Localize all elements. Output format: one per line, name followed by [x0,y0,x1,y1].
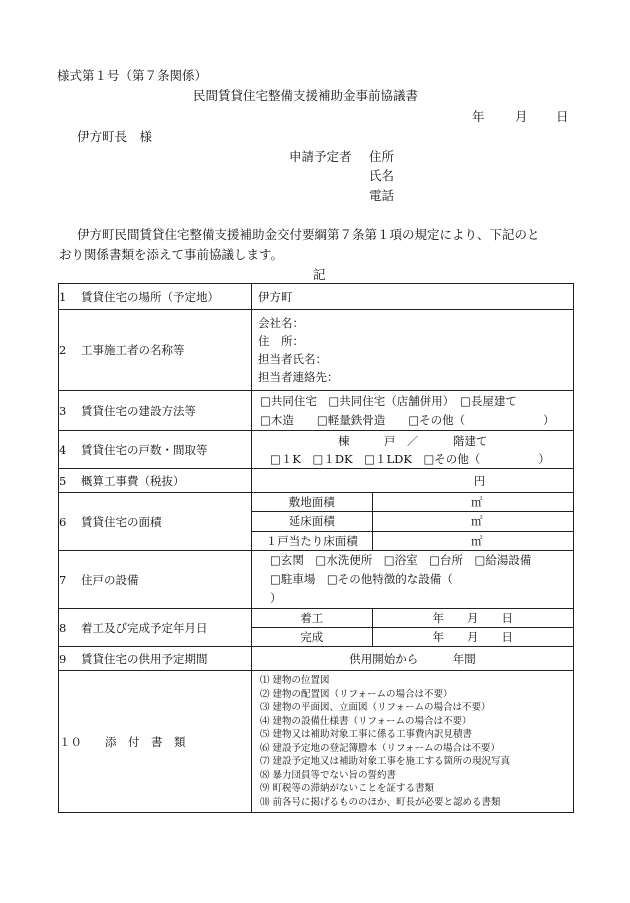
row-label: 3 賃貸住宅の建設方法等 [59,391,252,431]
area-subtable [252,493,574,551]
start-date: 年 月 日 [372,609,573,628]
row-label: 7 住戸の設備 [59,551,252,609]
list-item: ⑽ 前各号に掲げるもののほか、町長が必要と認める書類 [260,796,501,808]
phone-label: 電話 [369,188,395,203]
completion-label: 完成 [252,628,372,647]
construction-method-options [252,391,574,431]
table-row [59,391,574,431]
name-label: 氏名 [369,168,395,183]
schedule-subtable [252,609,574,647]
applicant-label: 申請予定者 [289,149,352,164]
form-number: 様式第１号（第７条関係） [57,68,208,83]
addressee: 伊方町長 様 [77,129,153,144]
contact-person-field: 担当者氏名： [258,352,327,366]
location-value: 伊方町 [252,284,574,310]
cost-unit: 円 [252,469,574,493]
unit-floor-area-unit: ㎡ [471,533,483,548]
list-item: ⑴ 建物の位置図 [260,675,330,686]
floor-area-unit: ㎡ [372,512,573,531]
table-row [59,551,574,609]
row-label: １０ 添 付 書 類 [59,671,252,813]
facility-options-line-1: □玄関 □水洗便所 □浴室 □台所 □給湯設備 [270,553,532,567]
contact-info-field: 担当者連絡先： [258,370,339,384]
row-label: 6 賃貸住宅の面積 [59,493,252,551]
table-row [59,493,574,551]
structure-options: □木造 □軽量鉄骨造 □その他（ ） [260,412,555,427]
table-row [59,431,574,469]
unit-floor-area-label: １戸当たり床面積 [252,531,372,550]
row-label: 9 賃貸住宅の供用予定期間 [59,647,252,671]
date-day-label: 日 [556,109,569,124]
site-area-label: 敷地面積 [252,493,372,512]
date-month-label: 月 [515,109,528,124]
application-form-table [58,283,574,813]
attachments-list [252,671,574,813]
table-row [59,284,574,310]
building-type-options: □共同住宅 □共同住宅（店舗併用） □長屋建て [260,393,517,408]
start-label: 着工 [252,609,372,628]
row-label: 5 概算工事費（税抜） [59,469,252,493]
table-row [59,647,574,671]
date-year-label: 年 [472,109,485,124]
ki-heading: 記 [313,267,326,282]
building-count-line: 棟 戸 ／ 階建て [338,433,488,448]
completion-date: 年 月 日 [432,630,513,644]
row-label: 4 賃貸住宅の戸数・間取等 [59,431,252,469]
table-row [59,469,574,493]
list-item: ⑸ 建物又は補助対象工事に係る工事費内訳見積書 [260,729,473,740]
address-label: 住所 [369,149,395,164]
list-item: ⑷ 建物の設備仕様書（リフォームの場合は不要） [260,715,472,727]
list-item: ⑺ 建設予定地又は補助対象工事を施工する箇所の現況写真 [260,756,511,767]
company-name-field: 会社名： [258,316,304,330]
list-item: ⑶ 建物の平面図、立面図（リフォームの場合は不要） [260,702,491,713]
row-label: 8 着工及び完成予定年月日 [59,609,252,647]
table-row [59,671,574,813]
units-layout-options [252,431,574,469]
body-line-2: おり関係書類を添えて事前協議します。 [59,247,284,262]
body-line-1: 伊方町民間賃貸住宅整備支援補助金交付要綱第７条第１項の規定により、下記のと [77,227,540,242]
list-item: ⑻ 暴力団員等でない旨の誓約書 [260,769,397,781]
site-area-unit: ㎡ [372,493,573,512]
row-label: 1 賃貸住宅の場所（予定地） [59,284,252,310]
table-row [59,310,574,391]
list-item: ⑼ 町税等の滞納がないことを証する書類 [260,783,435,794]
list-item: ⑹ 建設予定地の登記簿謄本（リフォームの場合は不要） [260,742,501,754]
document-title: 民間賃貸住宅整備支援補助金事前協議書 [193,88,419,103]
facility-options [252,551,574,609]
facility-options-line-2: □駐車場 □その他特徴的な設備（） [270,572,453,605]
service-period: 供用開始から 年間 [252,647,574,671]
table-row [59,609,574,647]
company-address-field: 住 所： [258,334,304,348]
floor-plan-options: □１K □１DK □１LDK □その他（ ） [270,451,550,466]
list-item: ⑵ 建物の配置図（リフォームの場合は不要） [260,688,453,700]
floor-area-label: 延床面積 [252,512,372,531]
contractor-fields [252,310,574,391]
row-label: 2 工事施工者の名称等 [59,310,252,391]
